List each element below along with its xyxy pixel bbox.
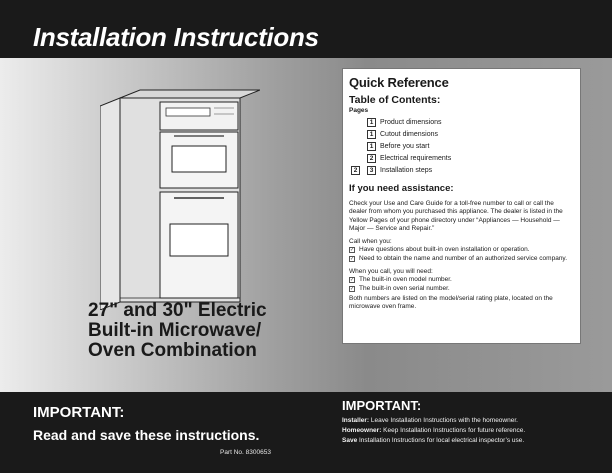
quick-reference-title: Quick Reference [349, 75, 449, 90]
installer-note: Installer: Leave Installation Instructions with the homeowner. [342, 417, 518, 424]
checkbox-icon: ✓ [350, 255, 355, 262]
footer-bar [0, 392, 612, 473]
important-heading-right: IMPORTANT: [342, 398, 422, 413]
need-item: ✓ The built-in oven model number. [350, 276, 452, 284]
document-title: Installation Instructions [33, 22, 319, 52]
part-number: Part No. 8300653 [220, 449, 271, 456]
toc-list [349, 117, 573, 177]
toc-page-box: 3 [367, 166, 376, 175]
toc-title: Table of Contents: [349, 94, 441, 106]
toc-label: Before you start [380, 143, 430, 150]
numbers-note: Both numbers are listed on the model/serial rating plate, located on the microwave oven frame. [349, 294, 553, 311]
toc-row-product-dimensions [349, 117, 573, 129]
toc-label: Installation steps [380, 167, 433, 174]
assistance-text: Check your Use and Care Guide for a toll-free number to call or call the dealer from whom you purchased this appliance. The dealer is listed in the Yellow Pages of your phone directory under “Appliances — Household — Major — Service and Repair.” [349, 200, 563, 232]
toc-row-before-you-start [349, 141, 573, 153]
checkbox-icon: ✓ [350, 285, 355, 292]
checkbox-icon: ✓ [350, 247, 355, 254]
product-title-line-3: Oven Combination [88, 340, 257, 361]
save-note: Save Installation Instructions for local electrical inspector’s use. [342, 437, 525, 444]
call-item: ✓ Have questions about built-in oven installation or operation. [350, 246, 530, 254]
checkbox-icon: ✓ [350, 277, 355, 284]
call-when-label: Call when you: [349, 238, 392, 246]
header-bar [0, 0, 612, 58]
assistance-title: If you need assistance: [349, 183, 454, 194]
toc-label: Cutout dimensions [380, 131, 438, 138]
toc-page-box: 2 [367, 154, 376, 163]
toc-label: Electrical requirements [380, 155, 452, 162]
call-item: ✓ Need to obtain the name and number of an authorized service company. [350, 254, 568, 262]
toc-row-cutout-dimensions [349, 129, 573, 141]
product-title-line-2: Built-in Microwave/ [88, 320, 262, 341]
toc-label: Product dimensions [380, 119, 442, 126]
product-title-line-1: 27" and 30" Electric [88, 300, 267, 321]
read-save-instructions: Read and save these instructions. [33, 427, 260, 443]
toc-page-box: 2 [351, 166, 360, 175]
toc-page-box: 1 [367, 130, 376, 139]
toc-row-installation-steps [349, 165, 573, 177]
wall-oven-illustration [100, 88, 260, 310]
need-item: ✓ The built-in oven serial number. [350, 284, 450, 292]
product-title [88, 301, 348, 361]
when-call-label: When you call, you will need: [349, 268, 433, 276]
quick-reference-box [342, 68, 581, 344]
toc-page-box: 1 [367, 118, 376, 127]
homeowner-note: Homeowner: Keep Installation Instructions for future reference. [342, 427, 526, 434]
pages-label: Pages [349, 107, 369, 114]
important-heading-left: IMPORTANT: [33, 404, 125, 421]
toc-row-electrical-requirements [349, 153, 573, 165]
toc-page-box: 1 [367, 142, 376, 151]
